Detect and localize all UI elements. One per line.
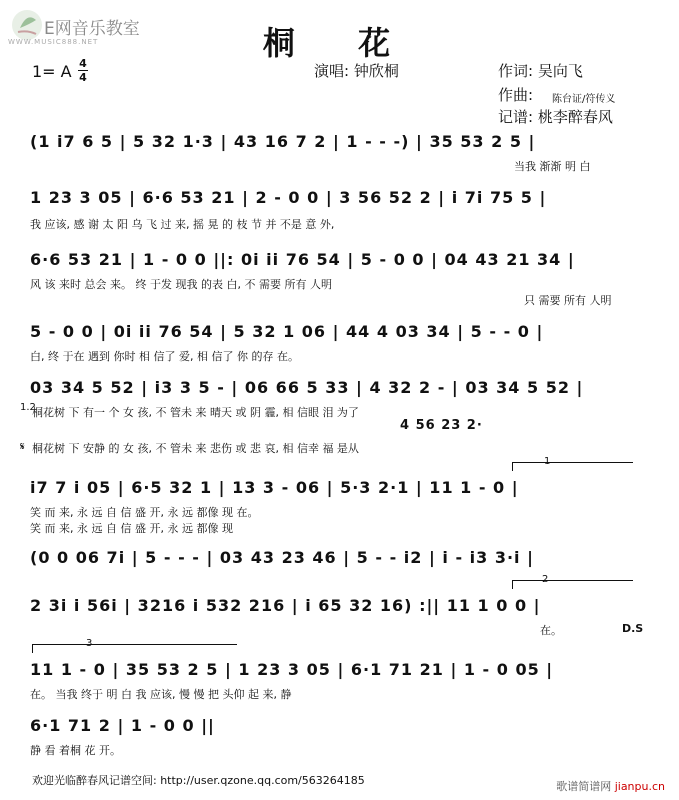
score-row-1-notes: (1 i7 6 5 | 5 32 1·3 | 43 16 7 2 | 1 - - -) | 35 53 2 5 | (30, 132, 536, 151)
verse-marks: 1.2 (20, 402, 36, 413)
score-row-2-notes: 1 23 3 05 | 6·6 53 21 | 2 - 0 0 | 3 56 52 2 | i 7i 75 5 | (30, 188, 547, 207)
score-row-9-notes: 11 1 - 0 | 35 53 2 5 | 1 23 3 05 | 6·1 71 21 | 1 - 0 05 | (30, 660, 554, 679)
volta-2-label: 2 (542, 574, 549, 585)
key-signature: 1= A (32, 62, 72, 81)
transcriber-credit: 记谱: 桃李醉春风 (498, 108, 613, 126)
volta-1-label: 1 (544, 456, 551, 467)
score-row-1-lyrics: 当我 渐渐 明 白 (514, 160, 591, 173)
volta-2-bracket (512, 580, 633, 589)
watermark-name: E网音乐教室 (44, 19, 140, 39)
score-row-3-lyrics-alt: 只 需要 所有 人明 (524, 294, 612, 307)
score-row-10-notes: 6·1 71 2 | 1 - 0 0 || (30, 716, 215, 735)
lyricist-credit: 作词: 吴向飞 (498, 62, 583, 80)
source-brand: 歌谱简谱网 (556, 780, 612, 793)
ds-marking: D.S (622, 622, 644, 635)
score-row-5-inline-notes: 4 56 23 2· (400, 418, 483, 433)
singer-credit: 演唱: 钟欣桐 (314, 62, 399, 80)
volta-3-bracket (32, 644, 237, 653)
score-row-8-notes: 2 3i i 56i | 3216 i 532 216 | i 65 32 16) :|| 11 1 0 0 | (30, 596, 541, 615)
score-row-10-lyrics: 静 看 着桐 花 开。 (30, 744, 121, 757)
volta-1-bracket (512, 462, 633, 471)
score-row-3-notes: 6·6 53 21 | 1 - 0 0 ||: 0i ii 76 54 | 5 - 0 0 | 04 43 21 34 | (30, 250, 575, 269)
score-row-7-notes: (0 0 06 7i | 5 - - - | 03 43 23 46 | 5 - - i2 | i - i3 3·i | (30, 548, 534, 567)
segno-icon: 𝄋 (20, 440, 25, 453)
score-row-6-notes: i7 7 i 05 | 6·5 32 1 | 13 3 - 06 | 5·3 2·1 | 11 1 - 0 | (30, 478, 519, 497)
score-row-4-lyrics: 白, 终 于在 遇到 你时 相 信了 爱, 相 信了 你 的存 在。 (30, 350, 299, 363)
source-watermark (556, 778, 665, 794)
composer-label: 作曲: (498, 86, 534, 104)
score-row-2-lyrics: 我 应该, 感 谢 太 阳 乌 飞 过 来, 摇 晃 的 枝 节 并 不是 意 外, (30, 218, 335, 231)
footer-note: 欢迎光临醉春风记谱空间: http://user.qzone.qq.com/563264185 (32, 774, 365, 787)
source-url: jianpu.cn (614, 780, 665, 793)
score-row-9-lyrics: 在。 当我 终于 明 白 我 应该, 慢 慢 把 头仰 起 来, 静 (30, 688, 292, 701)
score-row-6-lyrics-alt: 笑 而 来, 永 远 自 信 盛 开, 永 远 都像 现 (30, 522, 233, 535)
score-row-3-lyrics: 风 该 来时 总会 来。 终 于发 现我 的表 白, 不 需要 所有 人明 (30, 278, 332, 291)
score-row-5-notes: 03 34 5 52 | i3 3 5 - | 06 66 5 33 | 4 32 2 - | 03 34 5 52 | (30, 378, 584, 397)
score-row-6-lyrics: 笑 而 来, 永 远 自 信 盛 开, 永 远 都像 现 在。 (30, 506, 259, 519)
song-title: 桐 花 (262, 24, 417, 62)
watermark-site: WWW.MUSIC888.NET (8, 38, 99, 46)
score-row-5-lyrics: 桐花树 下 有一 个 女 孩, 不 管未 来 晴天 或 阴 霾, 相 信眼 泪 为了 (32, 406, 359, 419)
time-signature: 4 4 (79, 57, 87, 84)
score-row-4-notes: 5 - 0 0 | 0i ii 76 54 | 5 32 1 06 | 44 4 03 34 | 5 - - 0 | (30, 322, 544, 341)
score-row-5-lyrics-alt: 桐花树 下 安静 的 女 孩, 不 管未 来 悲伤 或 悲 哀, 相 信幸 福 是从 (32, 442, 359, 455)
composer-names: 陈台证/符传义 (552, 94, 616, 105)
score-row-8-lyrics: 在。 (540, 624, 562, 637)
volta-3-label: 3 (86, 638, 93, 649)
